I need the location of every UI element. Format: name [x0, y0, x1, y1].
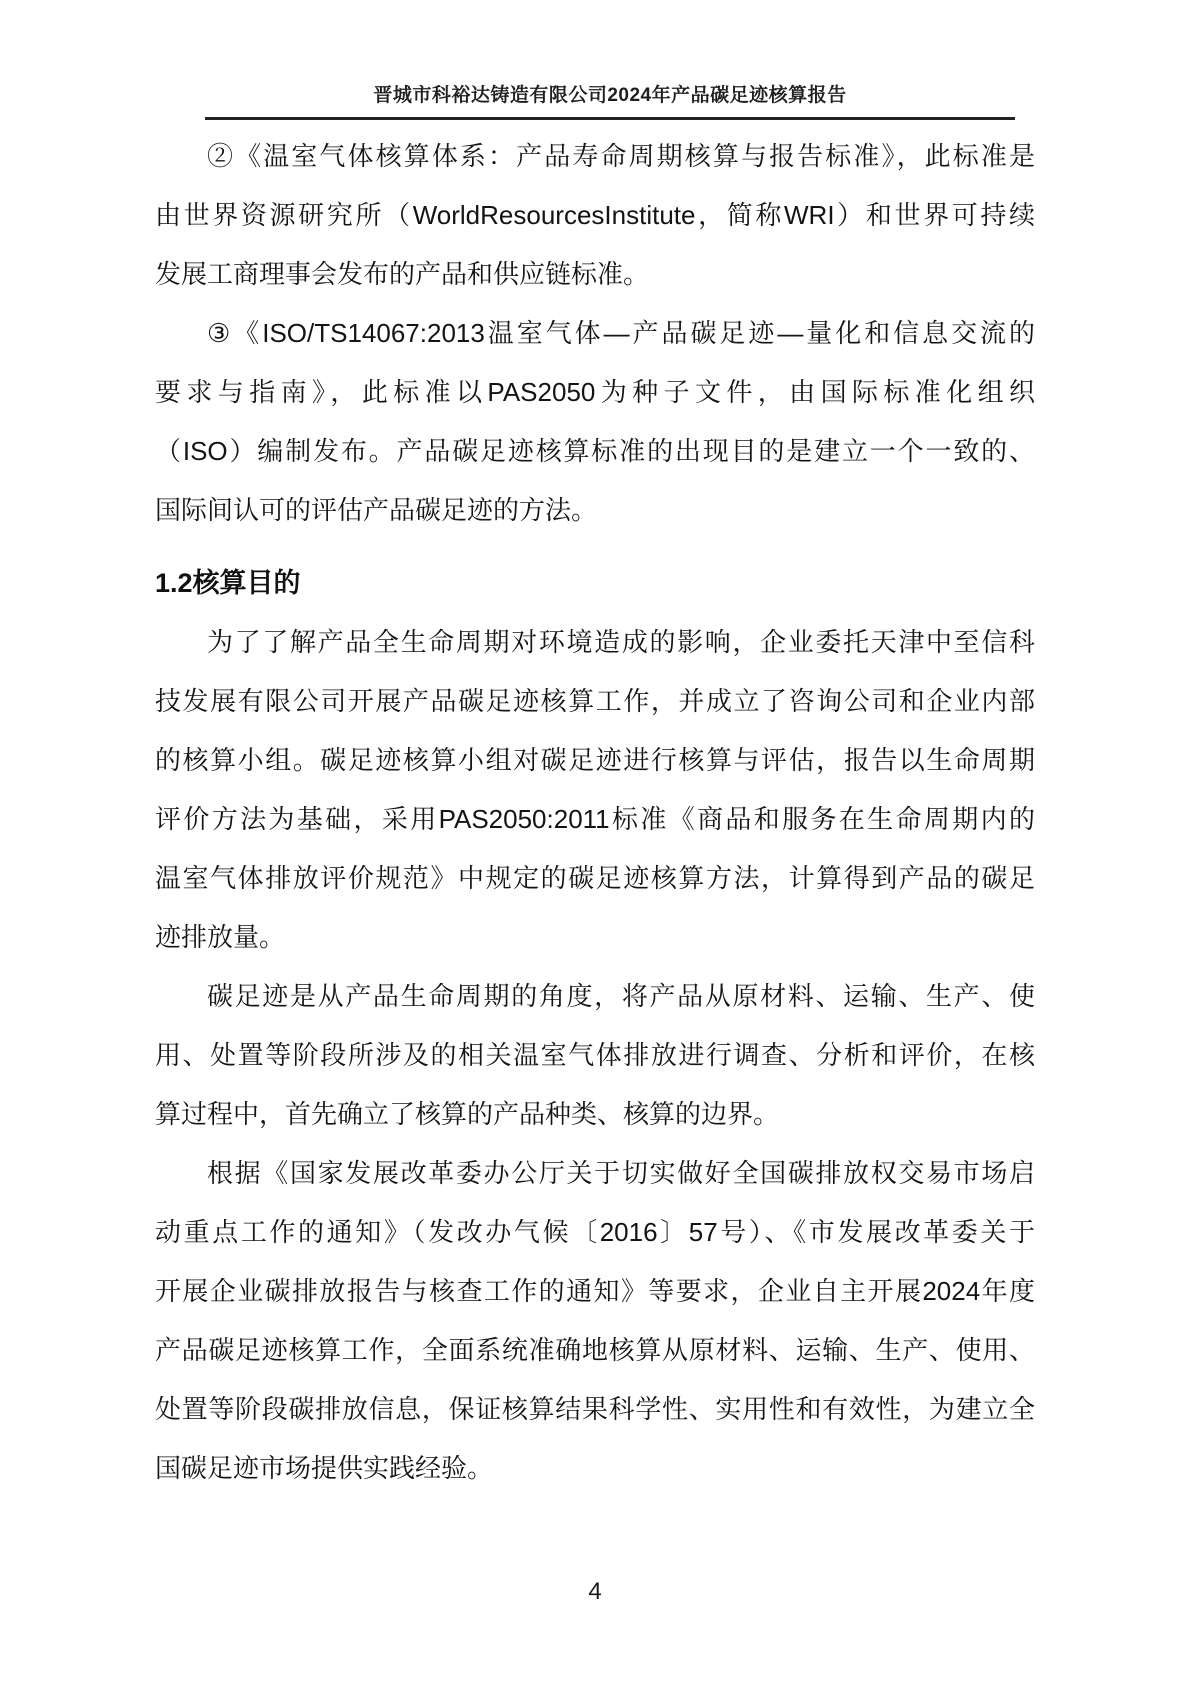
- paragraph-line: 产品碳足迹核算工作，全面系统准确地核算从原材料、运输、生产、使用、: [155, 1335, 1035, 1365]
- paragraph-line: 开展企业碳排放报告与核查工作的通知》等要求，企业自主开展2024年度: [155, 1276, 1035, 1306]
- section-heading: 1.2核算目的: [155, 568, 301, 598]
- paragraph-line: ②《温室气体核算体系：产品寿命周期核算与报告标准》，此标准是: [207, 141, 1035, 171]
- page-header: [205, 84, 1015, 120]
- paragraph-line: 温室气体排放评价规范》中规定的碳足迹核算方法，计算得到产品的碳足: [155, 863, 1035, 893]
- paragraph-line: 的核算小组。碳足迹核算小组对碳足迹进行核算与评估，报告以生命周期: [155, 745, 1035, 775]
- paragraph-line: 发展工商理事会发布的产品和供应链标准。: [155, 259, 650, 289]
- paragraph-accounting-purpose: [155, 613, 1035, 967]
- page-footer: [0, 1578, 1190, 1606]
- paragraph-line: 由世界资源研究所（WorldResourcesInstitute，简称WRI）和世界可持续: [155, 200, 1035, 230]
- paragraph-line: 用、处置等阶段所涉及的相关温室气体排放进行调查、分析和评价，在核: [155, 1040, 1035, 1070]
- paragraph-line: 国碳足迹市场提供实践经验。: [155, 1453, 494, 1483]
- paragraph-line: 算过程中，首先确立了核算的产品种类、核算的边界。: [155, 1099, 780, 1129]
- paragraph-line: 要求与指南》，此标准以PAS2050为种子文件，由国际标准化组织: [155, 377, 1035, 407]
- paragraph-line: 碳足迹是从产品生命周期的角度，将产品从原材料、运输、生产、使: [207, 981, 1035, 1011]
- header-rule: [205, 117, 1015, 120]
- paragraph-line: 迹排放量。: [155, 922, 286, 952]
- paragraph-line: 技发展有限公司开展产品碳足迹核算工作，并成立了咨询公司和企业内部: [155, 686, 1035, 716]
- paragraph-line: 根据《国家发展改革委办公厅关于切实做好全国碳排放权交易市场启: [207, 1158, 1035, 1188]
- document-body: [155, 127, 1035, 1498]
- paragraph-standard-3: [155, 304, 1035, 540]
- paragraph-line: 为了了解产品全生命周期对环境造成的影响，企业委托天津中至信科: [207, 627, 1035, 657]
- paragraph-line: 国际间认可的评估产品碳足迹的方法。: [155, 495, 598, 525]
- page-number: 4: [588, 1578, 602, 1605]
- paragraph-line: 动重点工作的通知》（发改办气候〔2016〕57号）、《市发展改革委关于: [155, 1217, 1035, 1247]
- paragraph-footprint-definition: [155, 967, 1035, 1144]
- paragraph-line: 评价方法为基础，采用PAS2050:2011标准《商品和服务在生命周期内的: [155, 804, 1035, 834]
- paragraph-policy-basis: [155, 1144, 1035, 1498]
- header-title: 晋城市科裕达铸造有限公司2024年产品碳足迹核算报告: [373, 85, 847, 106]
- paragraph-line: 处置等阶段碳排放信息，保证核算结果科学性、实用性和有效性，为建立全: [155, 1394, 1035, 1424]
- paragraph-line: （ISO）编制发布。产品碳足迹核算标准的出现目的是建立一个一致的、: [155, 436, 1035, 466]
- paragraph-standard-2: [155, 127, 1035, 304]
- paragraph-line: ③《ISO/TS14067:2013温室气体—产品碳足迹—量化和信息交流的: [207, 318, 1035, 348]
